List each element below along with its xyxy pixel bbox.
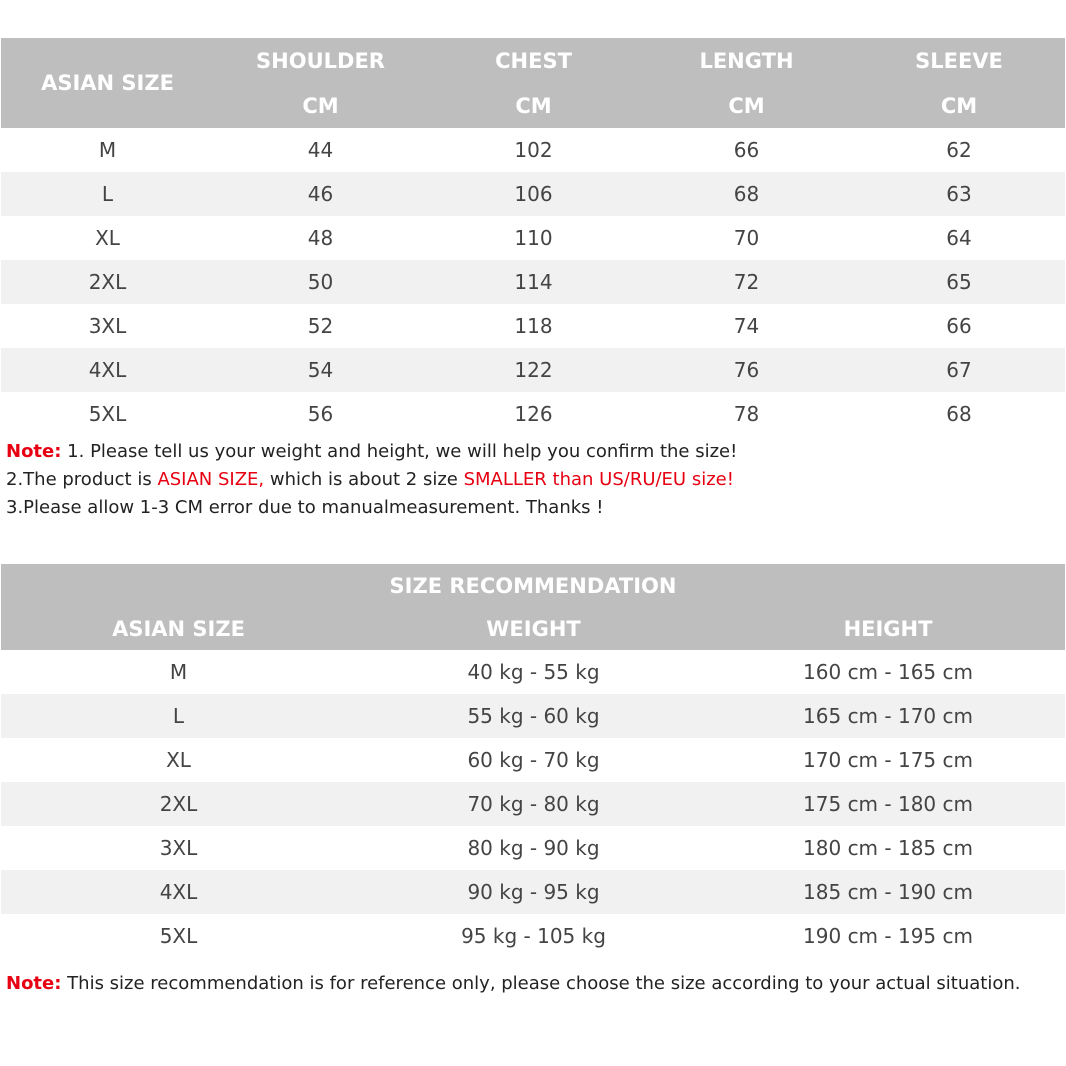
table-cell: 67 [853,348,1065,392]
note-label: Note: [6,441,62,462]
table-cell: 3XL [88,314,127,338]
table-cell: 63 [853,172,1065,216]
header-sleeve-unit: CM [853,83,1065,128]
table-cell: 110 [514,226,553,250]
table-cell: 170 cm - 175 cm [803,748,973,772]
table-row [1,172,1065,216]
header-sleeve: SLEEVE [853,38,1065,83]
table-row [1,694,1065,738]
table-row [1,650,1065,694]
note-text-2a: 2.The product is [6,469,158,490]
size-chart-table [1,38,1065,436]
size-chart-body [1,128,1065,436]
note-text-1: 1. Please tell us your weight and height, we will help you confirm the size! [61,441,738,462]
table-cell: 66 [946,314,972,338]
table-row [1,870,1065,914]
note-asian-size-highlight: ASIAN SIZE, [157,469,265,490]
recommendation-title-row [1,564,1065,607]
table-cell: XL [95,226,120,250]
table-cell: 44 [307,138,334,162]
table-cell: 76 [640,348,853,392]
recommendation-note-text: This size recommendation is for reference only, please choose the size according to your actual situation. [61,973,1021,994]
note-label: Note: [6,973,62,994]
table-cell: 46 [214,172,427,216]
table-cell: L [1,694,356,738]
table-cell: 102 [514,138,553,162]
table-cell: 72 [640,260,853,304]
table-cell: 106 [427,172,640,216]
table-row [1,738,1065,782]
table-cell: 64 [946,226,972,250]
size-note [6,438,737,522]
table-cell: 68 [946,402,972,426]
note-exclaim: ! [726,469,734,490]
table-cell: 40 kg - 55 kg [467,660,600,684]
header-weight: WEIGHT [356,607,711,650]
table-cell: 66 [733,138,760,162]
table-cell: 126 [514,402,553,426]
table-row [1,216,1065,260]
table-cell: 55 kg - 60 kg [356,694,711,738]
table-cell: 2XL [1,260,214,304]
table-cell: 5XL [159,924,198,948]
table-cell: L [1,172,214,216]
note-line-1 [6,438,737,466]
table-cell: M [98,138,117,162]
table-row [1,348,1065,392]
table-cell: 185 cm - 190 cm [711,870,1065,914]
table-cell: 70 kg - 80 kg [356,782,711,826]
table-row [1,782,1065,826]
table-row [1,128,1065,172]
table-cell: XL [166,748,191,772]
table-cell: 74 [733,314,760,338]
table-cell: 4XL [1,348,214,392]
table-cell: 4XL [1,870,356,914]
table-cell: 3XL [159,836,198,860]
table-cell: 78 [733,402,760,426]
header-height: HEIGHT [711,607,1065,650]
table-cell: 70 [733,226,760,250]
table-cell: 62 [946,138,972,162]
table-row [1,826,1065,870]
header-chest-unit: CM [427,83,640,128]
table-cell: 95 kg - 105 kg [461,924,606,948]
table-cell: 52 [307,314,334,338]
table-cell: 175 cm - 180 cm [711,782,1065,826]
table-row [1,914,1065,958]
header-length-unit: CM [640,83,853,128]
header-shoulder-unit: CM [214,83,427,128]
header-chest: CHEST [427,38,640,83]
table-cell: 56 [307,402,334,426]
recommendation-title: SIZE RECOMMENDATION [1,564,1065,607]
size-chart-header-row-top [1,38,1065,83]
table-cell: 60 kg - 70 kg [467,748,600,772]
header-shoulder: SHOULDER [214,38,427,83]
recommendation-header-row [1,607,1065,650]
table-cell: 2XL [1,782,356,826]
table-cell: 65 [853,260,1065,304]
table-row [1,304,1065,348]
table-cell: 50 [214,260,427,304]
table-cell: 165 cm - 170 cm [711,694,1065,738]
note-line-3: 3.Please allow 1-3 CM error due to manualmeasurement. Thanks ! [6,497,604,518]
table-cell: 180 cm - 185 cm [803,836,973,860]
note-line-2 [6,466,737,494]
table-cell: 122 [427,348,640,392]
size-recommendation-table [1,564,1065,958]
table-cell: 114 [427,260,640,304]
header-asian-size: ASIAN SIZE [1,38,214,128]
recommendation-note [6,970,1056,998]
note-smaller-highlight: SMALLER than US/RU/EU size [463,469,727,490]
table-cell: 48 [307,226,334,250]
recommendation-body [1,650,1065,958]
table-cell: M [169,660,188,684]
table-cell: 5XL [88,402,127,426]
table-cell: 118 [514,314,553,338]
header-length: LENGTH [640,38,853,83]
table-cell: 54 [214,348,427,392]
table-cell: 68 [640,172,853,216]
table-row [1,392,1065,436]
note-text-2c: which is about 2 size [264,469,464,490]
table-cell: 80 kg - 90 kg [467,836,600,860]
table-row [1,260,1065,304]
table-cell: 90 kg - 95 kg [356,870,711,914]
table-cell: 160 cm - 165 cm [803,660,973,684]
header-asian-size: ASIAN SIZE [1,607,356,650]
table-cell: 190 cm - 195 cm [803,924,973,948]
